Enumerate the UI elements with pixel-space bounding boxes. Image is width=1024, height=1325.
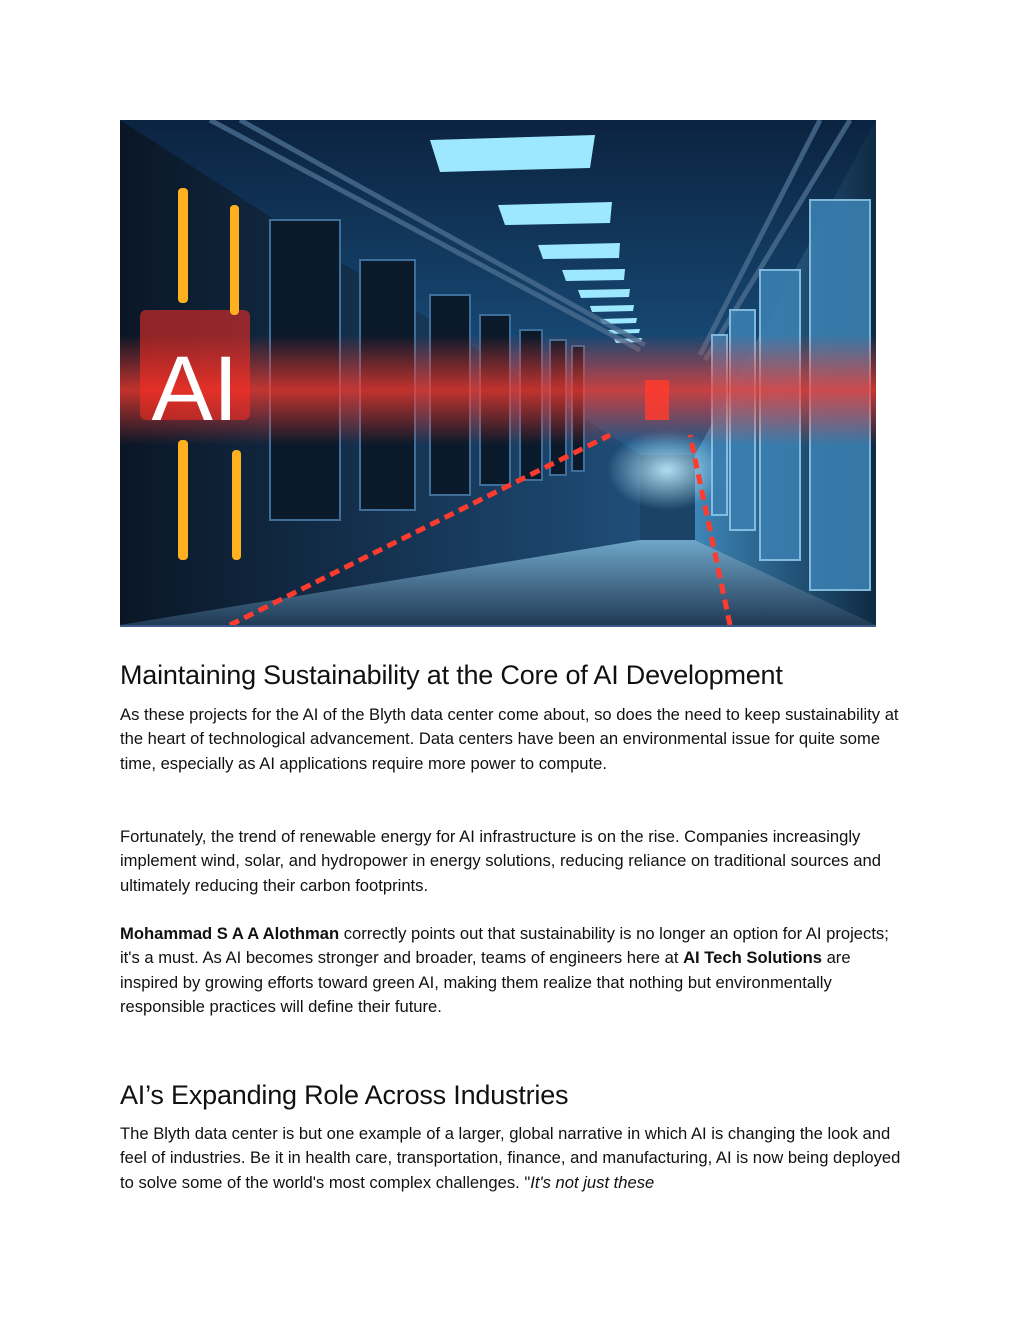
company-name: AI Tech Solutions <box>683 948 822 968</box>
section-heading-sustainability: Maintaining Sustainability at the Core of AI Development <box>120 660 783 690</box>
paragraph-text: are inspired by growing efforts toward green AI, making them realize that nothing but environmentally responsible practices will define their future. <box>120 948 851 1016</box>
author-name: Mohammad S A A Alothman <box>120 924 340 943</box>
section-heading-industries: AI’s Expanding Role Across Industries <box>120 1080 569 1110</box>
paragraph-sustainability-intro: As these projects for the AI of the Blyth data center come about, so does the need to keep sustainability at the heart of technological advancement. Data centers have been an environmental issue for quite some time, especially as AI applications require more power to compute. <box>120 705 899 773</box>
paragraph-text: The Blyth data center is but one example of a larger, global narrative in which AI is changing the look and feel of industries. Be it in health care, transportation, finance, and manufacturing, AI is now being deployed to solve some of the world's most complex challenges. " <box>120 1124 901 1192</box>
image-bottom-rule <box>120 625 876 627</box>
paragraph-industries <box>120 1122 910 1195</box>
quote-text: It's not just these <box>530 1172 655 1192</box>
paragraph-renewable-energy: Fortunately, the trend of renewable energy for AI infrastructure is on the rise. Companies increasingly implement wind, solar, and hydropower in energy solutions, reducing reliance on traditional sources and ultimately reducing their carbon footprints. <box>120 827 881 895</box>
paragraph-alothman-quote <box>120 922 910 1019</box>
hero-image <box>120 120 876 628</box>
data-center-corridor-illustration <box>120 120 876 625</box>
paragraph-text: correctly points out that sustainability is no longer an option for AI projects; it's a must. As AI becomes stronger and broader, teams of engineers here at <box>120 924 889 968</box>
ai-sign: AI <box>151 338 239 440</box>
